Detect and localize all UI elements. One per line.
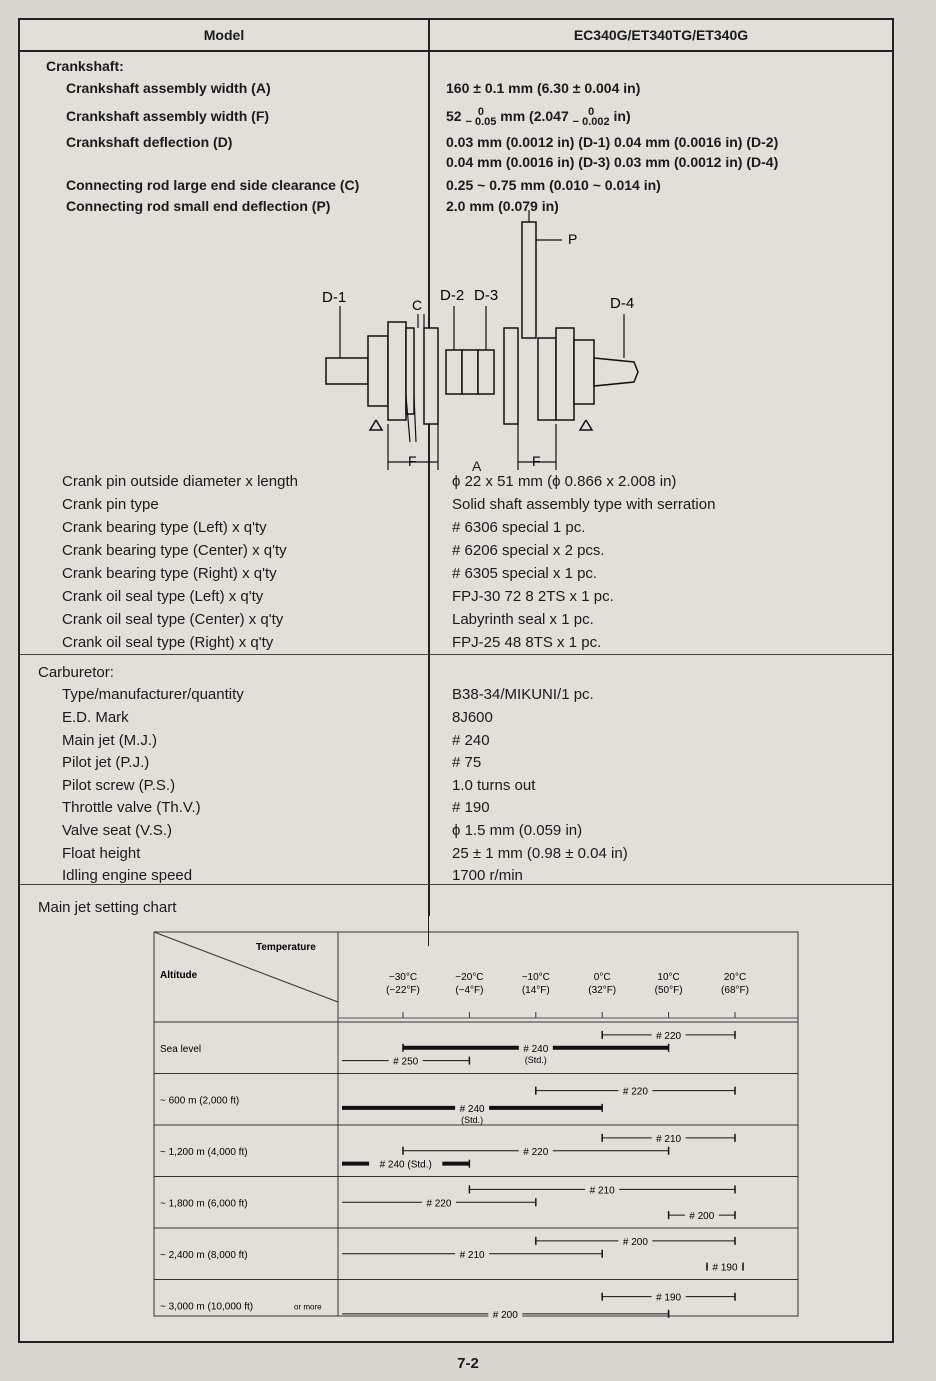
jet-size-label: # 220 xyxy=(523,1146,549,1158)
chart-title: Main jet setting chart xyxy=(38,899,177,916)
spec-label: Main jet (M.J.) xyxy=(62,732,158,749)
label-d4: D-4 xyxy=(610,295,635,312)
spec-label: Connecting rod large end side clearance (C) xyxy=(66,177,360,193)
spec-label: Crank bearing type (Center) x q'ty xyxy=(62,542,287,559)
spec-label: Crankshaft deflection (D) xyxy=(66,134,233,150)
jet-size-label: # 210 xyxy=(589,1185,615,1197)
carburetor-title: Carburetor: xyxy=(38,664,114,681)
spec-value-tolerance xyxy=(446,106,631,127)
f-upper-in: 0 xyxy=(588,106,595,119)
temp-f-label: (14°F) xyxy=(521,985,550,996)
section-divider-crank xyxy=(20,654,892,655)
spec-value: Solid shaft assembly type with serration xyxy=(452,496,716,513)
spec-label: Crank pin outside diameter x length xyxy=(62,473,298,490)
temp-c-label: 20°C xyxy=(723,972,747,983)
spec-value: FPJ-25 48 8TS x 1 pc. xyxy=(452,634,602,651)
spec-label: Crank oil seal type (Center) x q'ty xyxy=(62,611,284,628)
jet-std-label: (Std.) xyxy=(524,1054,547,1065)
altitude-label: ~ 1,200 m (4,000 ft) xyxy=(160,1146,248,1158)
spec-label: Pilot jet (P.J.) xyxy=(62,754,150,771)
jet-size-label: # 240 (Std.) xyxy=(379,1159,432,1171)
label-f-right: F xyxy=(532,453,541,469)
spec-label: Crankshaft assembly width (A) xyxy=(66,80,271,96)
spec-value: Labyrinth seal x 1 pc. xyxy=(452,611,594,628)
spec-value: 0.25 ~ 0.75 mm (0.010 ~ 0.014 in) xyxy=(446,177,661,193)
spec-label: Pilot screw (P.S.) xyxy=(62,777,176,794)
spec-value: # 240 xyxy=(452,732,490,749)
jet-size-label: # 210 xyxy=(656,1133,682,1145)
altitude-label: Sea level xyxy=(160,1043,202,1055)
spec-value: 1700 r/min xyxy=(452,867,523,884)
label-f-left: F xyxy=(408,453,417,469)
label-d1: D-1 xyxy=(322,289,347,306)
header-model: Model xyxy=(20,20,430,50)
f-upper: 0 xyxy=(477,106,484,119)
temp-f-label: (50°F) xyxy=(654,985,683,996)
jet-size-label: # 240 xyxy=(459,1103,485,1115)
spec-value: 25 ± 1 mm (0.98 ± 0.04 in) xyxy=(452,845,628,862)
label-d3: D-3 xyxy=(474,287,499,304)
f-unit: mm (2.047 xyxy=(500,108,569,124)
jet-size-label: # 220 xyxy=(622,1086,648,1098)
spec-value: 8J600 xyxy=(452,709,493,726)
jet-size-label: # 200 xyxy=(689,1211,715,1223)
label-a: A xyxy=(472,458,482,474)
spec-label: Crank oil seal type (Left) x q'ty xyxy=(62,588,264,605)
label-p: P xyxy=(568,231,578,247)
temp-c-label: 10°C xyxy=(657,972,680,983)
altitude-label: ~ 2,400 m (8,000 ft) xyxy=(160,1249,248,1261)
spec-value: ϕ 22 x 51 mm (ϕ 0.866 x 2.008 in) xyxy=(452,473,677,490)
jet-size-label: # 250 xyxy=(393,1056,419,1068)
spec-label: Crank oil seal type (Right) x q'ty xyxy=(62,634,274,651)
altitude-label: ~ 600 m (2,000 ft) xyxy=(160,1095,240,1107)
altitude-label: ~ 1,800 m (6,000 ft) xyxy=(160,1198,248,1210)
crankshaft-diagram xyxy=(300,210,660,470)
spec-value: 1.0 turns out xyxy=(452,777,536,794)
spec-label: Throttle valve (Th.V.) xyxy=(62,799,201,816)
spec-value: 160 ± 0.1 mm (6.30 ± 0.004 in) xyxy=(446,80,641,96)
spec-value: FPJ-30 72 8 2TS x 1 pc. xyxy=(452,588,614,605)
temp-c-label: −20°C xyxy=(455,972,484,983)
crankshaft-title: Crankshaft: xyxy=(46,58,124,74)
jet-size-label: # 200 xyxy=(492,1309,518,1320)
corner-temperature: Temperature xyxy=(256,942,316,953)
column-divider xyxy=(428,50,430,916)
temp-f-label: (32°F) xyxy=(588,985,617,996)
altitude-label: ~ 3,000 m (10,000 ft) xyxy=(160,1301,254,1313)
jet-size-label: # 240 xyxy=(523,1043,549,1055)
jet-std-label: (Std.) xyxy=(461,1114,484,1125)
temp-c-label: 0°C xyxy=(593,972,611,983)
jet-size-label: # 220 xyxy=(656,1030,682,1042)
table-header xyxy=(20,20,892,52)
spec-label: Idling engine speed xyxy=(62,867,193,884)
jet-size-label: # 190 xyxy=(656,1292,682,1304)
spec-value: # 75 xyxy=(452,754,482,771)
spec-label: Type/manufacturer/quantity xyxy=(62,686,244,703)
jet-size-label: # 220 xyxy=(426,1198,452,1210)
spec-label: Crank bearing type (Right) x q'ty xyxy=(62,565,277,582)
spec-value: 0.03 mm (0.0012 in) (D-1) 0.04 mm (0.0016 in) (D-2) xyxy=(446,134,779,150)
spec-label: Connecting rod small end deflection (P) xyxy=(66,198,331,214)
label-c: C xyxy=(412,297,423,313)
spec-value: # 6306 special 1 pc. xyxy=(452,519,586,536)
main-jet-chart xyxy=(152,930,802,1320)
corner-altitude: Altitude xyxy=(160,970,198,981)
spec-value: # 6206 special x 2 pcs. xyxy=(452,542,605,559)
spec-value: ϕ 1.5 mm (0.059 in) xyxy=(452,822,583,839)
spec-label: E.D. Mark xyxy=(62,709,129,726)
altitude-suffix: or more xyxy=(294,1302,322,1312)
page-number: 7-2 xyxy=(457,1355,479,1372)
f-lower-in: − 0.002 xyxy=(572,116,610,129)
jet-size-label: # 210 xyxy=(459,1249,485,1261)
temp-c-label: −30°C xyxy=(388,972,418,983)
spec-value: 2.0 mm (0.079 in) xyxy=(446,198,559,214)
jet-size-label: # 190 xyxy=(712,1262,738,1274)
spec-label: Valve seat (V.S.) xyxy=(62,822,173,839)
temp-c-label: −10°C xyxy=(521,972,550,983)
spec-value: 0.04 mm (0.0016 in) (D-3) 0.03 mm (0.0012 in) (D-4) xyxy=(446,154,779,170)
spec-page xyxy=(18,18,894,1343)
f-base: 52 xyxy=(446,108,462,124)
f-lower: − 0.05 xyxy=(465,116,497,129)
spec-label: Crankshaft assembly width (F) xyxy=(66,108,270,124)
temp-f-label: (−4°F) xyxy=(455,985,484,996)
label-d2: D-2 xyxy=(440,287,465,304)
spec-label: Crank pin type xyxy=(62,496,159,513)
jet-size-label: # 200 xyxy=(622,1236,648,1248)
spec-label: Crank bearing type (Left) x q'ty xyxy=(62,519,267,536)
spec-value: # 6305 special x 1 pc. xyxy=(452,565,598,582)
f-unit-in: in) xyxy=(613,108,631,124)
temp-f-label: (−22°F) xyxy=(386,985,420,996)
spec-label: Float height xyxy=(62,845,141,862)
spec-value: # 190 xyxy=(452,799,490,816)
spec-value: B38-34/MIKUNI/1 pc. xyxy=(452,686,594,703)
header-models-list: EC340G/ET340TG/ET340G xyxy=(573,27,749,43)
temp-f-label: (68°F) xyxy=(721,985,749,996)
